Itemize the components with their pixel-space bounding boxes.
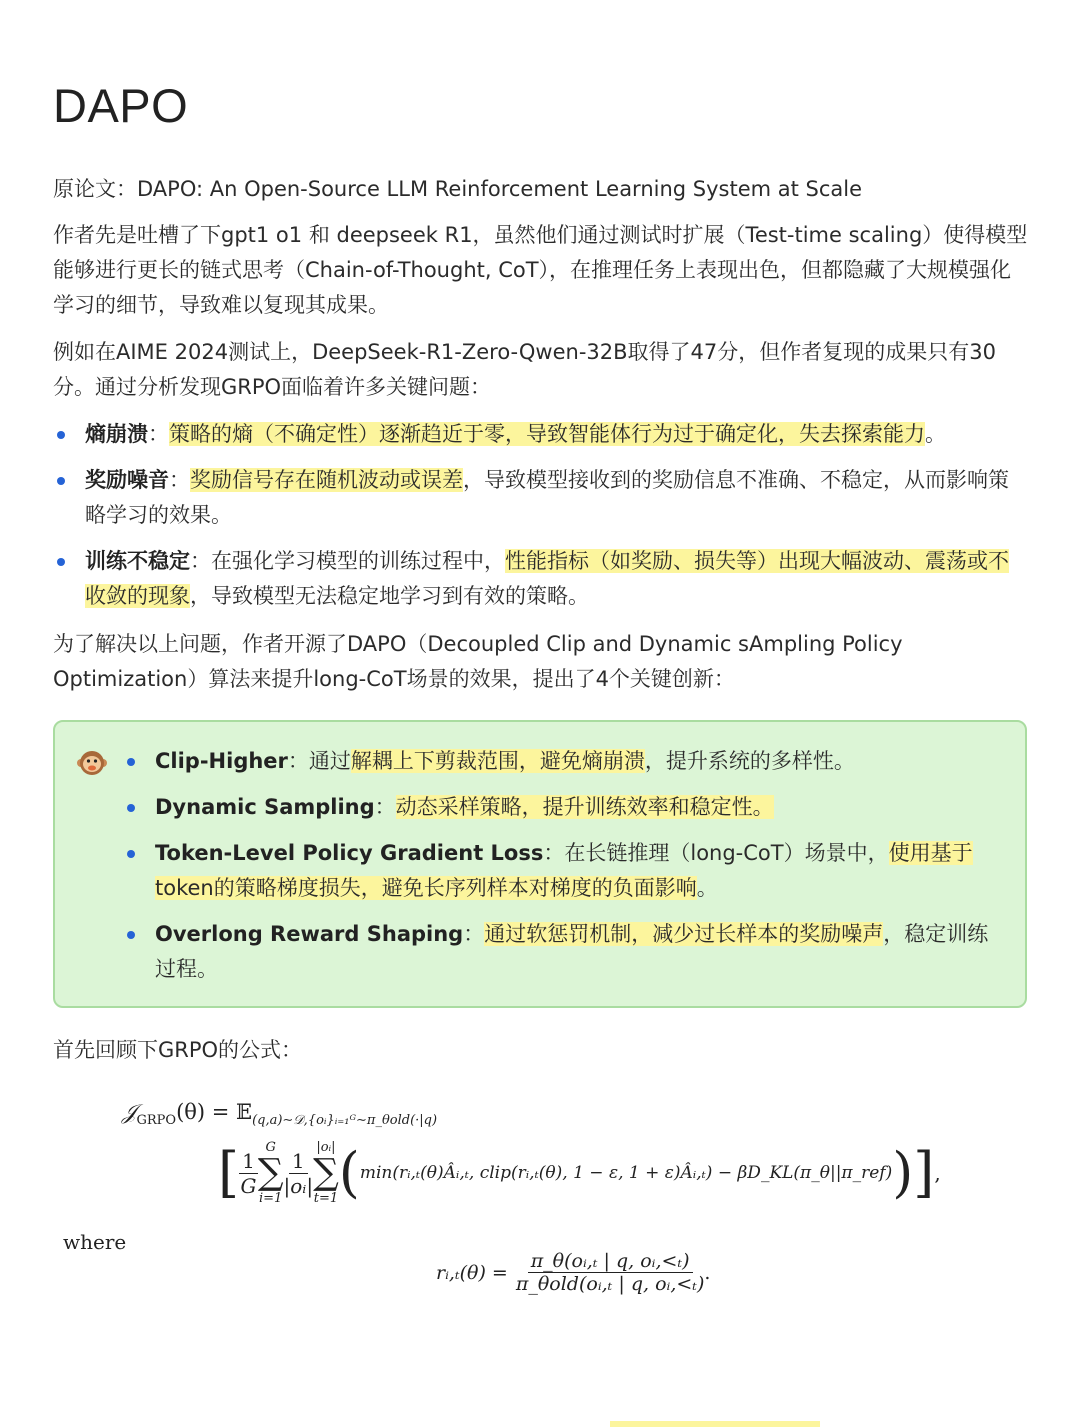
fraction [516,1250,705,1295]
paren: ( [338,1141,360,1204]
math-text: min(rᵢ,ₜ(θ)Âᵢ,ₜ, clip(rᵢ,ₜ(θ), 1 − ε, 1 + ε)Âᵢ,ₜ) − βD_KL(π_θ||π_ref) [359,1163,893,1183]
list-item [53,544,1028,614]
math-subscript: (q,a)∼𝒟,{oᵢ}ᵢ₌₁ᴳ∼π_θold(·|q) [252,1113,438,1128]
sum-symbol: |oᵢ| ∑ t=1 [313,1140,339,1206]
list-item [123,836,1003,906]
item-label: Dynamic Sampling [155,795,375,819]
sep: ： [287,749,309,773]
bracket: ] [913,1141,935,1204]
ratio-formula: rᵢ,ₜ(θ) = $\frac{\text{π\_θ(oᵢ,ₜ | q, oᵢ,<ₜ)}}{\text{π\_θold(oᵢ,ₜ | q, oᵢ,<ₜ)}}$ . [436,1250,711,1295]
highlight-text: 使用基于token的策略梯度损失，避免长序列样本对梯度的负面影响 [155,841,973,900]
paren: ) [892,1141,914,1204]
math-text: (θ) = 𝔼 [176,1100,253,1124]
highlight-text: 通过软惩罚机制，减少过长样本的奖励噪声 [484,922,884,946]
item-text: ，稳定训练过程。 [155,922,989,981]
monkey-emoji-icon [77,749,107,777]
sum-symbol: G ∑ i=1 [257,1140,284,1206]
item-text: ，提升系统的多样性。 [644,749,855,773]
bullet-icon [57,431,65,439]
solution-paragraph: 为了解决以上问题，作者开源了DAPO（Decoupled Clip and Dynamic sAmpling Policy Optimization）算法来提升long-CoT场景的效果，提出了4个关键创新： [53,632,903,691]
list-item [123,790,1003,825]
formula-intro: 首先回顾下GRPO的公式： [53,1038,303,1062]
sep: ： [148,422,169,446]
example-paragraph: 例如在AIME 2024测试上，DeepSeek-R1-Zero-Qwen-32B取得了47分，但作者复现的成果只有30分。通过分析发现GRPO面临着许多关键问题： [53,340,996,399]
sep: ： [543,841,565,865]
item-text: 在长链推理（long-CoT）场景中， [564,841,889,865]
item-text: ，导致模型无法稳定地学习到有效的策略。 [190,584,589,608]
item-label: 熵崩溃 [85,422,148,446]
fraction: $\frac{1}{G}$ [240,1148,257,1198]
item-text: 。 [696,876,718,900]
highlight-fragment [610,1421,820,1427]
item-text: 通过 [308,749,351,773]
list-item [123,744,1003,779]
highlight-text: 动态采样策略，提升训练效率和稳定性。 [395,795,774,819]
page-title: DAPO [53,79,189,132]
highlight-text: 解耦上下剪裁范围，避免熵崩溃 [350,749,645,773]
innovation-list [123,744,1003,998]
bracket: [ [218,1141,240,1204]
intro-paragraph: 作者先是吐槽了下gpt1 o1 和 deepseek R1，虽然他们通过测试时扩展（Test-time scaling）使得模型能够进行更长的链式思考（Chain-of-Thought, CoT），在推理任务上表现出色，但都隐藏了大规模强化学习的细节，导致难以复现其成果。 [53,223,1028,317]
item-text: 。 [925,422,946,446]
innovation-callout [53,720,1027,1008]
item-label: 奖励噪音 [85,468,169,492]
sep: ： [190,549,211,573]
sep: ： [169,468,190,492]
sep: ： [374,795,396,819]
math-text: π_θ(oᵢ,ₜ | q, oᵢ,<ₜ) [528,1250,693,1273]
bullet-icon [127,804,135,812]
highlight-text: 奖励信号存在随机波动或误差 [190,468,463,492]
source-paper: 原论文：DAPO: An Open-Source LLM Reinforcement Learning System at Scale [53,177,863,201]
grpo-objective-line1 [122,1100,437,1128]
list-item [53,417,1028,452]
item-text: 在强化学习模型的训练过程中， [211,549,505,573]
problem-list [53,417,1028,614]
list-item [123,917,1003,987]
item-label: Overlong Reward Shaping [155,922,464,946]
math-symbol: 𝒥 [122,1100,137,1124]
list-item [53,463,1028,533]
sep: ： [463,922,485,946]
item-label: Clip-Higher [155,749,288,773]
math-subscript: GRPO [136,1113,177,1128]
item-label: Token-Level Policy Gradient Loss [155,841,544,865]
where-label: where [63,1230,127,1254]
bullet-icon [57,477,65,485]
bullet-icon [127,758,135,766]
fraction: $\frac{1}{\text{|oᵢ|}}$ [283,1148,314,1198]
bullet-icon [127,850,135,858]
highlight-text: 性能指标（如奖励、损失等）出现大幅波动、震荡或不收敛的现象 [85,549,1009,608]
bullet-icon [127,931,135,939]
grpo-objective-line2: [ $\frac{1}{G}$ G ∑ i=1 $\frac{1}{\text{|oᵢ|}}$ |oᵢ| ∑ t=1 ( min(rᵢ,ₜ(θ)Âᵢ,ₜ, clip(rᵢ,ₜ(θ), 1 − ε, 1 + ε)Âᵢ,ₜ) − βD_KL(π_θ||π_ref) ) ] , [218,1140,941,1206]
item-label: 训练不稳定 [85,549,190,573]
math-text: π_θold(oᵢ,ₜ | q, oᵢ,<ₜ) [515,1273,705,1295]
item-text: ，导致模型接收到的奖励信息不准确、不稳定，从而影响策略学习的效果。 [85,468,1009,527]
highlight-text: 策略的熵（不确定性）逐渐趋近于零，导致智能体行为过于确定化，失去探索能力 [169,422,925,446]
math-text: rᵢ,ₜ(θ) = [436,1261,508,1284]
bullet-icon [57,558,65,566]
